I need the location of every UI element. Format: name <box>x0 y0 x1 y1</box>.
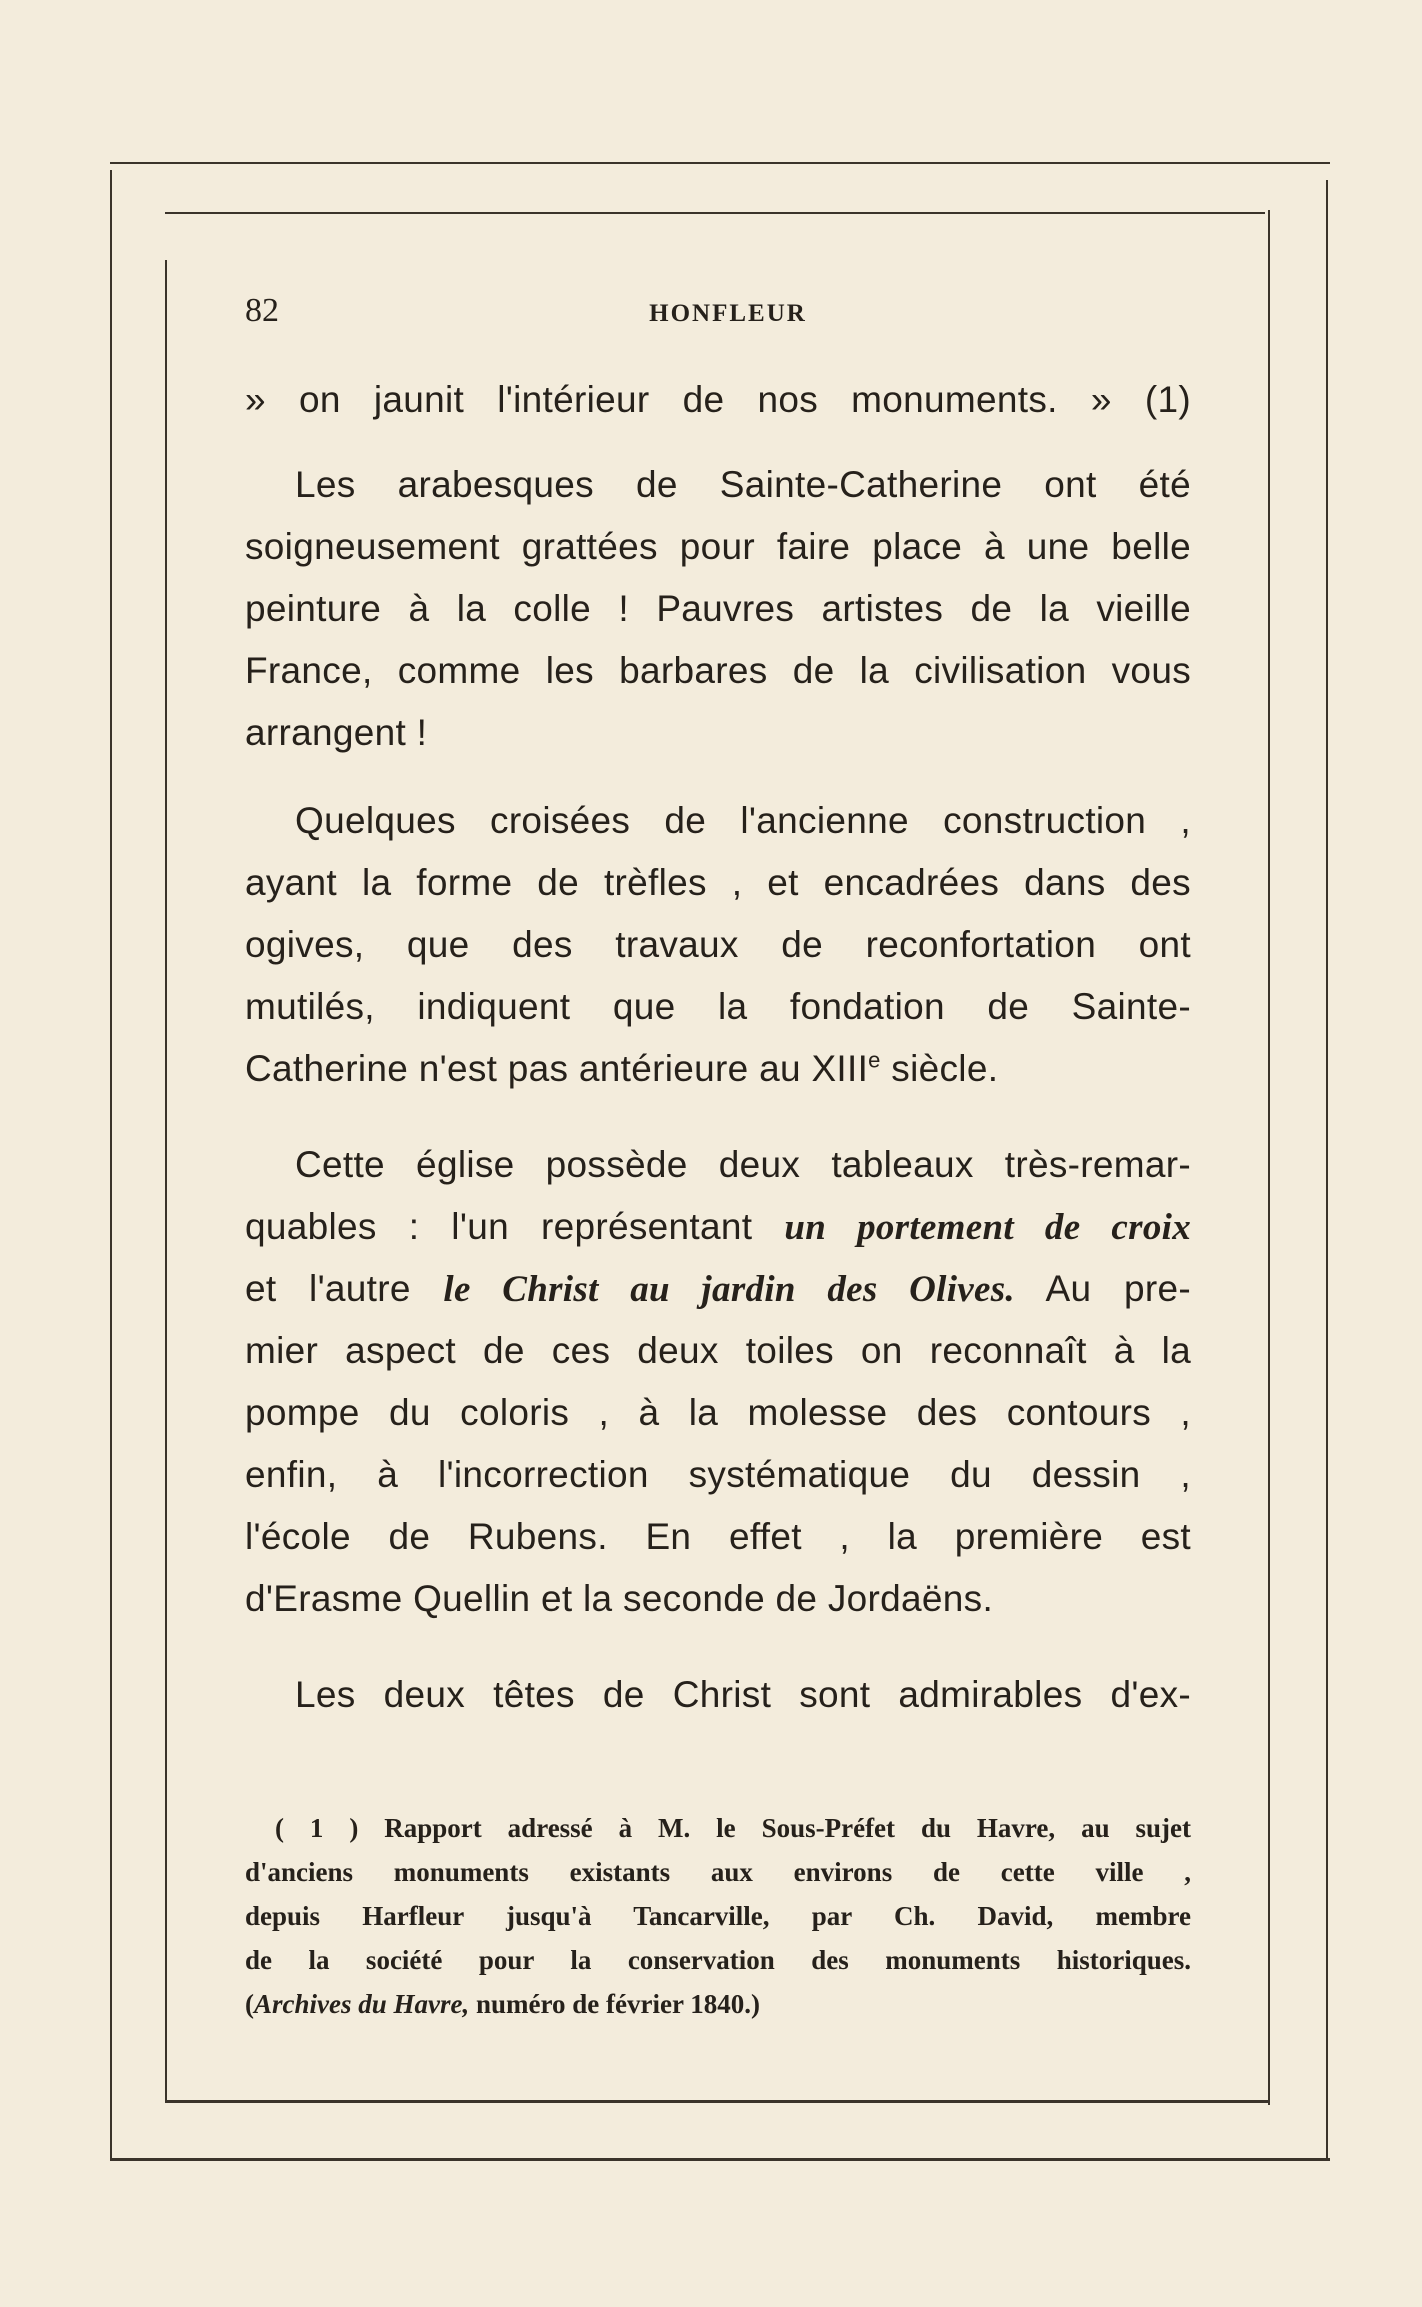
footnote-line: d'anciens monuments existants aux environs de cette ville , <box>245 1857 1191 1887</box>
text-line: Quelques croisées de l'ancienne construction , <box>295 800 1191 841</box>
text-span: et l'autre <box>245 1268 444 1309</box>
text-line: mier aspect de ces deux toiles on reconnaît à la <box>245 1330 1191 1371</box>
text-span: siècle. <box>880 1048 999 1089</box>
text-line: France, comme les barbares de la civilisation vous <box>245 650 1191 691</box>
text-line: ayant la forme de trèfles , et encadrées dans des <box>245 862 1191 903</box>
bottom-outer-rule <box>110 2158 1330 2161</box>
right-outer-rule <box>1326 180 1328 2160</box>
text-line: l'école de Rubens. En effet , la première est <box>245 1516 1191 1557</box>
text-line: d'Erasme Quellin et la seconde de Jordaëns. <box>245 1578 994 1619</box>
footnote-line: ( 1 ) Rapport adressé à M. le Sous-Préfet du Havre, au sujet <box>275 1813 1191 1843</box>
superscript: e <box>868 1047 881 1073</box>
footnote-line: de la société pour la conservation des monuments historiques. <box>245 1945 1191 1975</box>
footnote-line: depuis Harfleur jusqu'à Tancarville, par Ch. David, membre <box>245 1901 1191 1931</box>
text-line: » on jaunit l'intérieur de nos monuments. » (1) <box>245 379 1191 420</box>
italic-title: le Christ au jardin des Olives. <box>443 1269 1015 1310</box>
text-line: Les deux têtes de Christ sont admirables d'ex- <box>295 1674 1191 1715</box>
italic-title: Archives du Havre, <box>254 1989 470 2019</box>
text-span: Au pre- <box>1015 1268 1191 1309</box>
bottom-inner-rule <box>165 2100 1270 2103</box>
text-line: pompe du coloris , à la molesse des contours , <box>245 1392 1191 1433</box>
text-line: enfin, à l'incorrection systématique du dessin , <box>245 1454 1191 1495</box>
text-line: soigneusement grattées pour faire place à une belle <box>245 526 1191 567</box>
left-outer-rule <box>110 170 112 2160</box>
text-span: ( <box>245 1989 254 2019</box>
left-inner-rule <box>165 260 167 2100</box>
running-head: HONFLEUR <box>649 300 807 327</box>
text-line: arrangent ! <box>245 712 428 753</box>
footnote <box>245 0 1191 2050</box>
text-line: Les arabesques de Sainte-Catherine ont été <box>295 464 1191 505</box>
text-line: peinture à la colle ! Pauvres artistes de la vieille <box>245 588 1191 629</box>
text-span: Catherine n'est pas antérieure au XIII <box>245 1048 869 1089</box>
text-span: quables : l'un représentant <box>245 1206 785 1247</box>
right-inner-rule <box>1268 210 1270 2105</box>
italic-title: un portement de croix <box>784 1207 1192 1248</box>
footnote-line <box>245 1984 1191 2024</box>
text-line: Cette église possède deux tableaux très-remar- <box>295 1144 1191 1185</box>
text-line: ogives, que des travaux de reconfortation ont <box>245 924 1191 965</box>
page-number: 82 <box>245 292 279 329</box>
text-span: numéro de février 1840.) <box>469 1989 760 2019</box>
text-line: mutilés, indiquent que la fondation de Sainte- <box>245 986 1191 1027</box>
